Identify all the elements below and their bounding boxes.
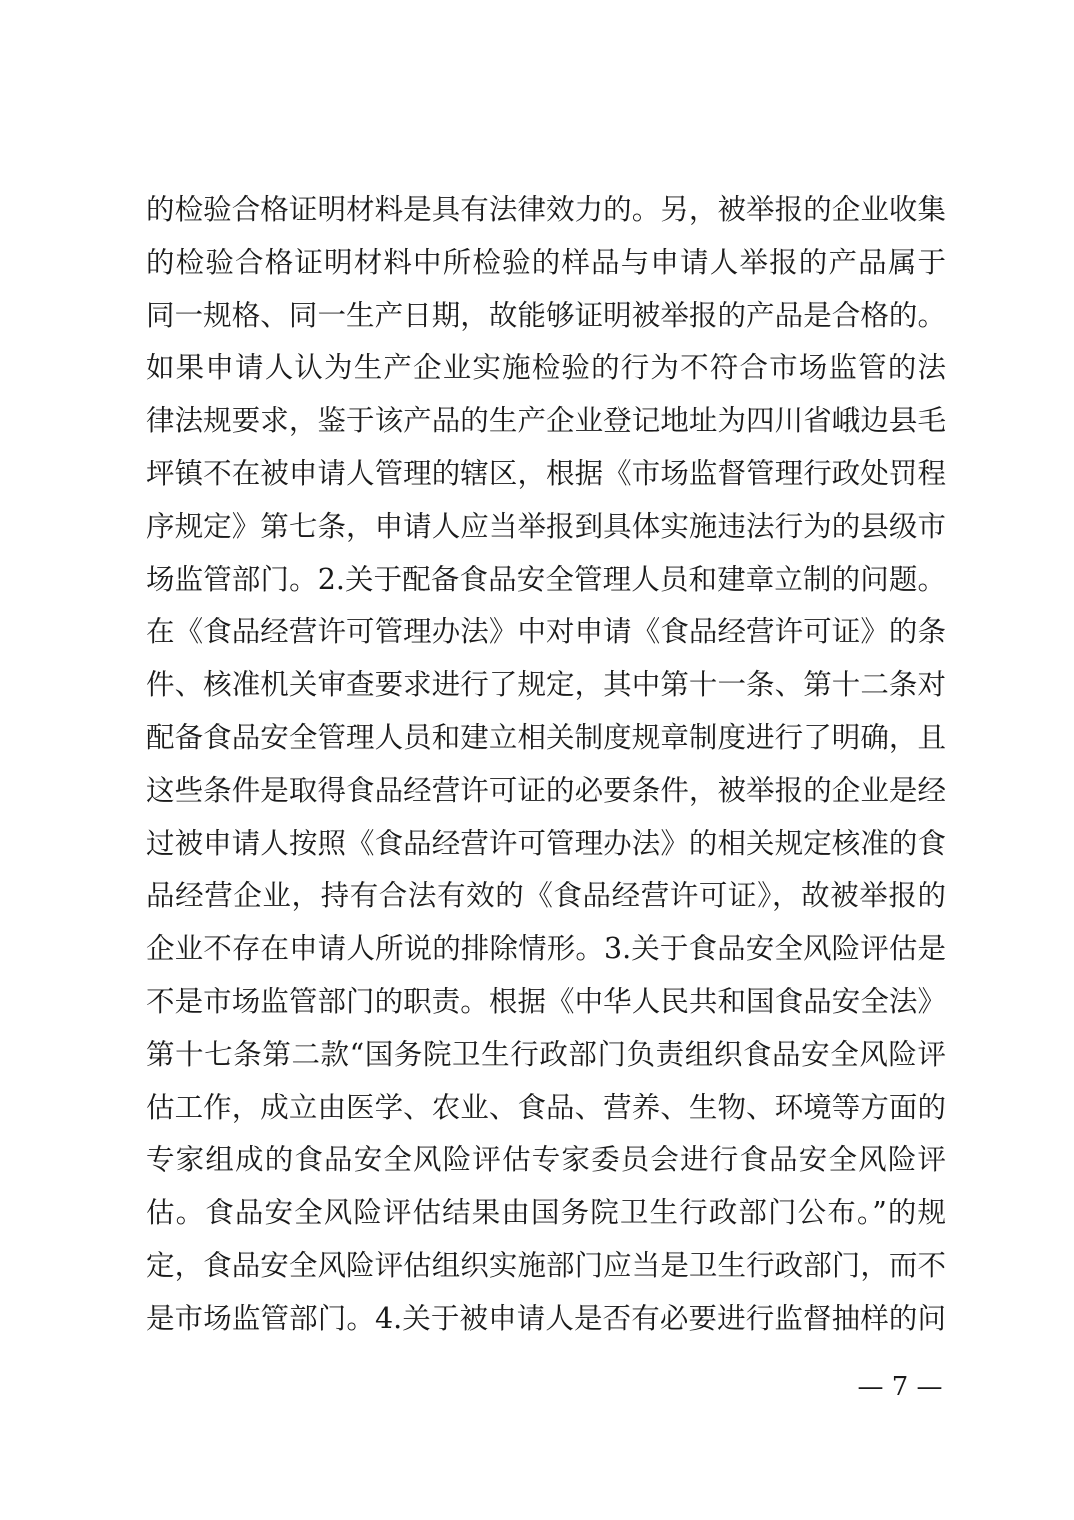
body-line: 是市场监管部门。4.关于被申请人是否有必要进行监督抽样的问 [146,1301,946,1335]
body-text [146,184,946,1346]
body-line: 企业不存在申请人所说的排除情形。3.关于食品安全风险评估是 [146,932,946,966]
body-line: 同一规格、同一生产日期，故能够证明被举报的产品是合格的。 [146,298,946,332]
body-line: 专家组成的食品安全风险评估专家委员会进行食品安全风险评 [146,1143,946,1177]
body-line: 第十七条第二款“国务院卫生行政部门负责组织食品安全风险评 [146,1037,946,1071]
body-line: 不是市场监管部门的职责。根据《中华人民共和国食品安全法》 [146,984,946,1018]
page-number: — 7 — [857,1372,943,1402]
body-line: 的检验合格证明材料是具有法律效力的。另，被举报的企业收集 [146,193,946,226]
body-line: 在《食品经营许可管理办法》中对申请《食品经营许可证》的条 [146,615,946,649]
body-line: 过被申请人按照《食品经营许可管理办法》的相关规定核准的食 [146,826,946,860]
body-line: 定，食品安全风险评估组织实施部门应当是卫生行政部门，而不 [146,1248,946,1282]
body-line: 估工作，成立由医学、农业、食品、营养、生物、环境等方面的 [146,1090,946,1124]
body-line: 如果申请人认为生产企业实施检验的行为不符合市场监管的法 [146,351,946,385]
body-line: 序规定》第七条，申请人应当举报到具体实施违法行为的县级市 [146,509,946,543]
body-line: 坪镇不在被申请人管理的辖区，根据《市场监督管理行政处罚程 [146,456,946,490]
body-line: 这些条件是取得食品经营许可证的必要条件，被举报的企业是经 [146,773,946,807]
body-line: 律法规要求，鉴于该产品的生产企业登记地址为四川省峨边县毛 [146,404,946,438]
body-line: 配备食品安全管理人员和建立相关制度规章制度进行了明确，且 [146,720,946,754]
body-line: 的检验合格证明材料中所检验的样品与申请人举报的产品属于 [146,245,946,279]
body-line: 场监管部门。2.关于配备食品安全管理人员和建章立制的问题。 [146,562,946,596]
body-line: 估。食品安全风险评估结果由国务院卫生行政部门公布。”的规 [146,1196,946,1230]
body-line: 件、核准机关审查要求进行了规定，其中第十一条、第十二条对 [146,668,946,702]
body-line: 品经营企业，持有合法有效的《食品经营许可证》，故被举报的 [146,879,946,913]
